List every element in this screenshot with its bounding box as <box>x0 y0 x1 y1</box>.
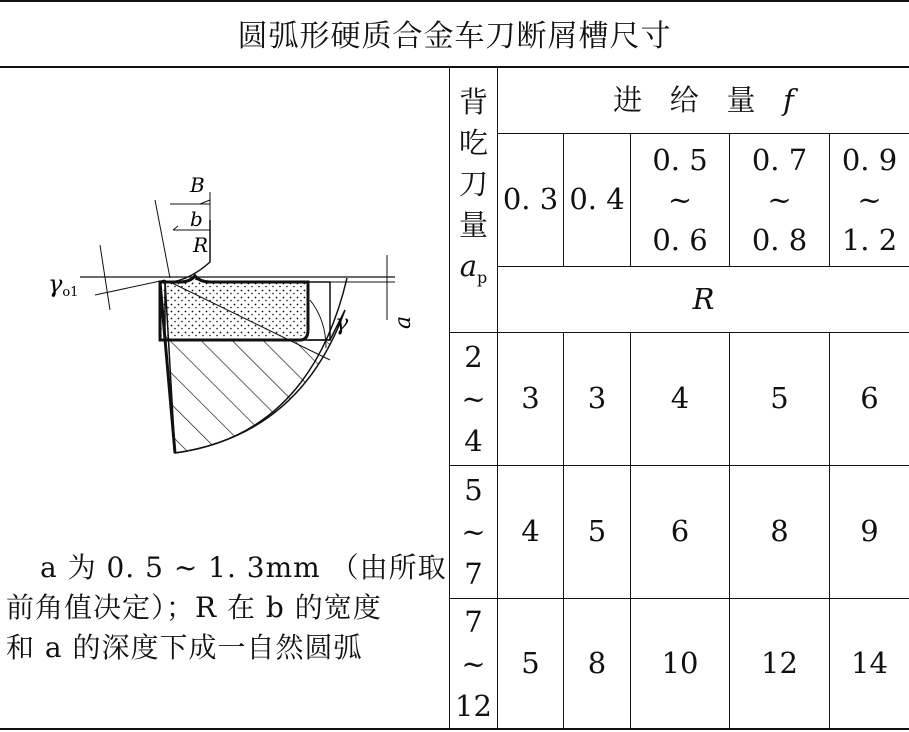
feed-col-1: 0. 3 <box>502 182 559 217</box>
r-header: R <box>692 281 715 316</box>
depth-char-4: 量 <box>458 208 488 242</box>
row2-val4: 8 <box>770 514 789 549</box>
depth-char-1: 背 <box>458 85 488 119</box>
row2-val2: 5 <box>587 514 607 549</box>
row2-val1: 4 <box>521 514 540 549</box>
feed-col-4: 0. 7 ~ 0. 8 <box>751 143 808 257</box>
row1-val3: 4 <box>670 381 690 416</box>
row2-depth: 5 ~ 7 <box>461 473 486 591</box>
label-b: b <box>190 207 203 231</box>
row3-val3: 10 <box>661 645 699 680</box>
depth-char-2: 吃 <box>458 126 488 160</box>
depth-header <box>450 82 497 322</box>
feed-label: 进 给 量 <box>613 82 756 117</box>
carbide-insert <box>160 276 308 340</box>
row1-depth: 2 ~ 4 <box>461 340 486 458</box>
table-title: 圆弧形硬质合金车刀断屑槽尺寸 <box>237 19 672 54</box>
feed-col-5: 0. 9 ~ 1. 2 <box>841 143 898 257</box>
note-line-1: a 为 0. 5 ~ 1. 3mm （由所取 <box>40 551 447 584</box>
row3-val2: 8 <box>587 645 607 680</box>
feed-header <box>498 68 909 133</box>
row1-val4: 5 <box>770 381 789 416</box>
depth-symbol: $a_p$ <box>459 249 488 287</box>
row3-val5: 14 <box>851 645 888 680</box>
label-a: a <box>391 315 416 329</box>
rule-bottom <box>0 728 909 730</box>
diagram-note <box>6 548 446 668</box>
row1-val5: 6 <box>860 381 879 416</box>
label-R: R <box>193 233 209 257</box>
note-line-3: 和 a 的深度下成一自然圆弧 <box>6 631 363 664</box>
label-B: B <box>190 173 205 197</box>
row3-val4: 12 <box>761 645 798 680</box>
row1-val2: 3 <box>587 381 607 416</box>
feed-col-2: 0. 4 <box>569 182 625 217</box>
row1-val1: 3 <box>521 381 540 416</box>
rule-top <box>0 0 909 2</box>
feed-col-3: 0. 5 ~ 0. 6 <box>652 143 708 257</box>
row2-val5: 9 <box>860 514 879 549</box>
depth-char-3: 刀 <box>458 167 488 201</box>
note-line-2: 前角值决定）；R 在 b 的宽度 <box>6 591 382 624</box>
label-gamma-o1: γo1 <box>48 270 79 300</box>
row3-depth: 7 ~ 12 <box>455 604 492 723</box>
tool-groove-diagram <box>30 170 420 470</box>
feed-symbol: f <box>783 82 794 117</box>
label-gamma: γ <box>335 311 349 336</box>
row2-val3: 6 <box>670 514 690 549</box>
row3-val1: 5 <box>521 645 540 680</box>
